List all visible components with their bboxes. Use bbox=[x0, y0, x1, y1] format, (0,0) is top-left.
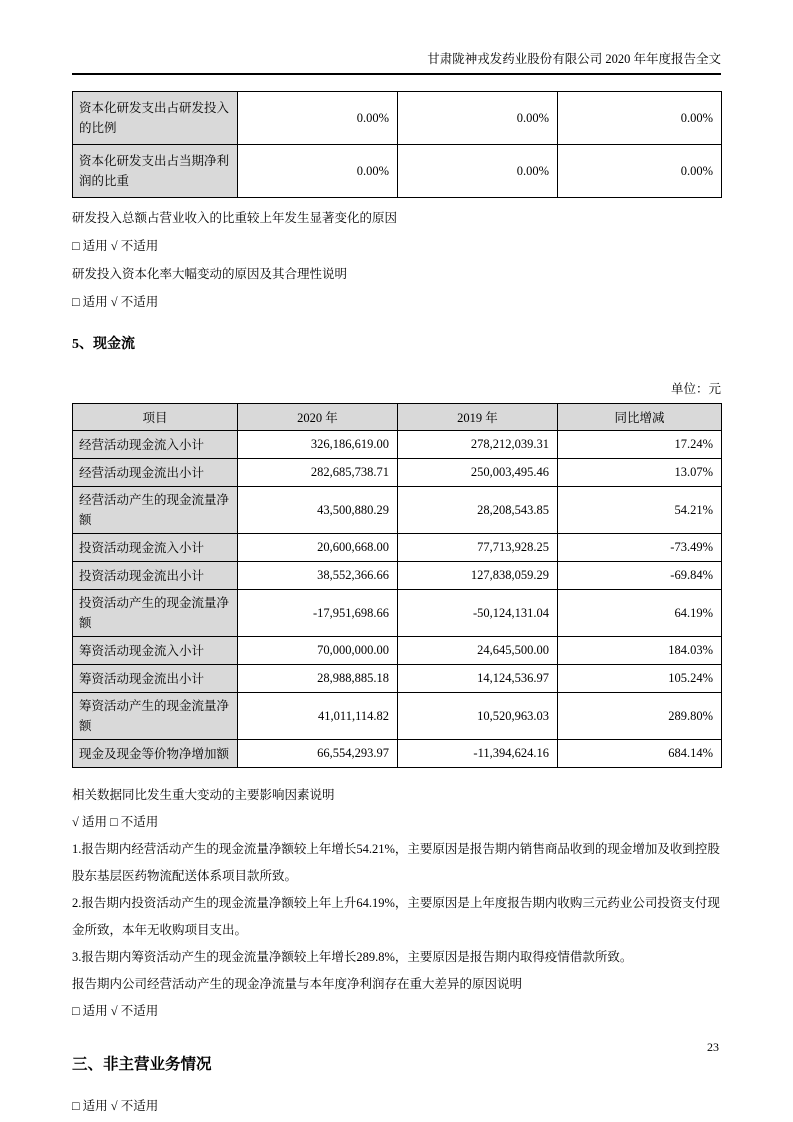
value-cell-2019: 14,124,536.97 bbox=[398, 665, 558, 693]
value-cell-2020: 20,600,668.00 bbox=[238, 534, 398, 562]
table-row bbox=[73, 459, 722, 487]
value-cell: 0.00% bbox=[558, 145, 722, 198]
row-label-cell: 投资活动产生的现金流量净额 bbox=[73, 590, 238, 637]
value-cell-yoy: 17.24% bbox=[558, 431, 722, 459]
value-cell-2019: 28,208,543.85 bbox=[398, 487, 558, 534]
row-label-cell: 经营活动现金流入小计 bbox=[73, 431, 238, 459]
row-label-cell: 筹资活动产生的现金流量净额 bbox=[73, 693, 238, 740]
row-label-cell: 现金及现金等价物净增加额 bbox=[73, 740, 238, 768]
section-heading-cash-flow: 5、现金流 bbox=[72, 337, 135, 352]
value-cell: 0.00% bbox=[398, 145, 558, 198]
row-label-cell: 经营活动现金流出小计 bbox=[73, 459, 238, 487]
note-paragraph: 3.报告期内筹资活动产生的现金流量净额较上年增长289.8%，主要原因是报告期内取得疫情借款所致。 bbox=[72, 950, 633, 964]
value-cell-yoy: 64.19% bbox=[558, 590, 722, 637]
column-header: 2019 年 bbox=[398, 404, 558, 431]
cash-flow-table bbox=[72, 403, 722, 768]
note-paragraph: 1.报告期内经营活动产生的现金流量净额较上年增长54.21%，主要原因是报告期内销售商品收到的现金增加及收到控股股东基层医药物流配送体系项目款所致。 bbox=[72, 842, 720, 883]
value-cell-2020: 70,000,000.00 bbox=[238, 637, 398, 665]
applicability-line: □ 适用 √ 不适用 bbox=[72, 1099, 159, 1113]
value-cell-yoy: 184.03% bbox=[558, 637, 722, 665]
table-row bbox=[73, 431, 722, 459]
value-cell-yoy: 684.14% bbox=[558, 740, 722, 768]
rd-change-reason-title: 研发投入总额占营业收入的比重较上年发生显著变化的原因 bbox=[72, 211, 398, 225]
value-cell-2019: -11,394,624.16 bbox=[398, 740, 558, 768]
value-cell-yoy: 13.07% bbox=[558, 459, 722, 487]
page-number: 23 bbox=[707, 1040, 719, 1054]
report-page bbox=[72, 0, 721, 1114]
table-row bbox=[73, 145, 722, 198]
value-cell-yoy: 289.80% bbox=[558, 693, 722, 740]
report-header-title: 甘肃陇神戎发药业股份有限公司 2020 年年度报告全文 bbox=[427, 52, 721, 66]
column-header: 2020 年 bbox=[238, 404, 398, 431]
value-cell-2020: 282,685,738.71 bbox=[238, 459, 398, 487]
value-cell-2019: 127,838,059.29 bbox=[398, 562, 558, 590]
value-cell-yoy: -73.49% bbox=[558, 534, 722, 562]
table-row bbox=[73, 740, 722, 768]
value-cell: 0.00% bbox=[398, 92, 558, 145]
value-cell-2019: 10,520,963.03 bbox=[398, 693, 558, 740]
row-label-cell: 筹资活动现金流出小计 bbox=[73, 665, 238, 693]
table-row bbox=[73, 665, 722, 693]
table-row bbox=[73, 637, 722, 665]
table-header-row bbox=[73, 404, 722, 431]
value-cell: 0.00% bbox=[238, 145, 398, 198]
value-cell-2020: 38,552,366.66 bbox=[238, 562, 398, 590]
value-cell-2020: 326,186,619.00 bbox=[238, 431, 398, 459]
note-paragraph: 2.报告期内投资活动产生的现金流量净额较上年上升64.19%，主要原因是上年度报告期内收购三元药业公司投资支付现金所致，本年无收购项目支出。 bbox=[72, 896, 720, 937]
column-header: 项目 bbox=[73, 404, 238, 431]
value-cell-yoy: -69.84% bbox=[558, 562, 722, 590]
header-divider bbox=[72, 73, 721, 75]
row-label-cell: 资本化研发支出占研发投入的比例 bbox=[73, 92, 238, 145]
row-label-cell: 经营活动产生的现金流量净额 bbox=[73, 487, 238, 534]
row-label-cell: 资本化研发支出占当期净利润的比重 bbox=[73, 145, 238, 198]
table-row bbox=[73, 487, 722, 534]
applicability-line: □ 适用 √ 不适用 bbox=[72, 1004, 159, 1018]
table-row bbox=[73, 693, 722, 740]
value-cell: 0.00% bbox=[238, 92, 398, 145]
notes-title: 相关数据同比发生重大变动的主要影响因素说明 bbox=[72, 788, 335, 802]
value-cell-yoy: 54.21% bbox=[558, 487, 722, 534]
capitalized-rd-expense-table bbox=[72, 91, 722, 198]
applicability-line: □ 适用 √ 不适用 bbox=[72, 239, 159, 253]
value-cell-2019: 278,212,039.31 bbox=[398, 431, 558, 459]
value-cell-2019: -50,124,131.04 bbox=[398, 590, 558, 637]
value-cell-2020: 43,500,880.29 bbox=[238, 487, 398, 534]
section-heading-non-main-business: 三、非主营业务情况 bbox=[72, 1056, 212, 1073]
net-profit-diff-title: 报告期内公司经营活动产生的现金净流量与本年度净利润存在重大差异的原因说明 bbox=[72, 977, 523, 991]
unit-label: 单位：元 bbox=[670, 382, 721, 396]
value-cell-2020: 66,554,293.97 bbox=[238, 740, 398, 768]
table-row bbox=[73, 92, 722, 145]
value-cell-2020: 41,011,114.82 bbox=[238, 693, 398, 740]
applicability-line: √ 适用 □ 不适用 bbox=[72, 815, 159, 829]
row-label-cell: 投资活动现金流出小计 bbox=[73, 562, 238, 590]
row-label-cell: 筹资活动现金流入小计 bbox=[73, 637, 238, 665]
value-cell: 0.00% bbox=[558, 92, 722, 145]
rd-capitalization-reason-title: 研发投入资本化率大幅变动的原因及其合理性说明 bbox=[72, 267, 348, 281]
value-cell-2019: 250,003,495.46 bbox=[398, 459, 558, 487]
value-cell-2020: 28,988,885.18 bbox=[238, 665, 398, 693]
value-cell-yoy: 105.24% bbox=[558, 665, 722, 693]
table-row bbox=[73, 562, 722, 590]
row-label-cell: 投资活动现金流入小计 bbox=[73, 534, 238, 562]
value-cell-2020: -17,951,698.66 bbox=[238, 590, 398, 637]
table-row bbox=[73, 590, 722, 637]
value-cell-2019: 24,645,500.00 bbox=[398, 637, 558, 665]
applicability-line: □ 适用 √ 不适用 bbox=[72, 295, 159, 309]
table-row bbox=[73, 534, 722, 562]
value-cell-2019: 77,713,928.25 bbox=[398, 534, 558, 562]
column-header: 同比增减 bbox=[558, 404, 722, 431]
